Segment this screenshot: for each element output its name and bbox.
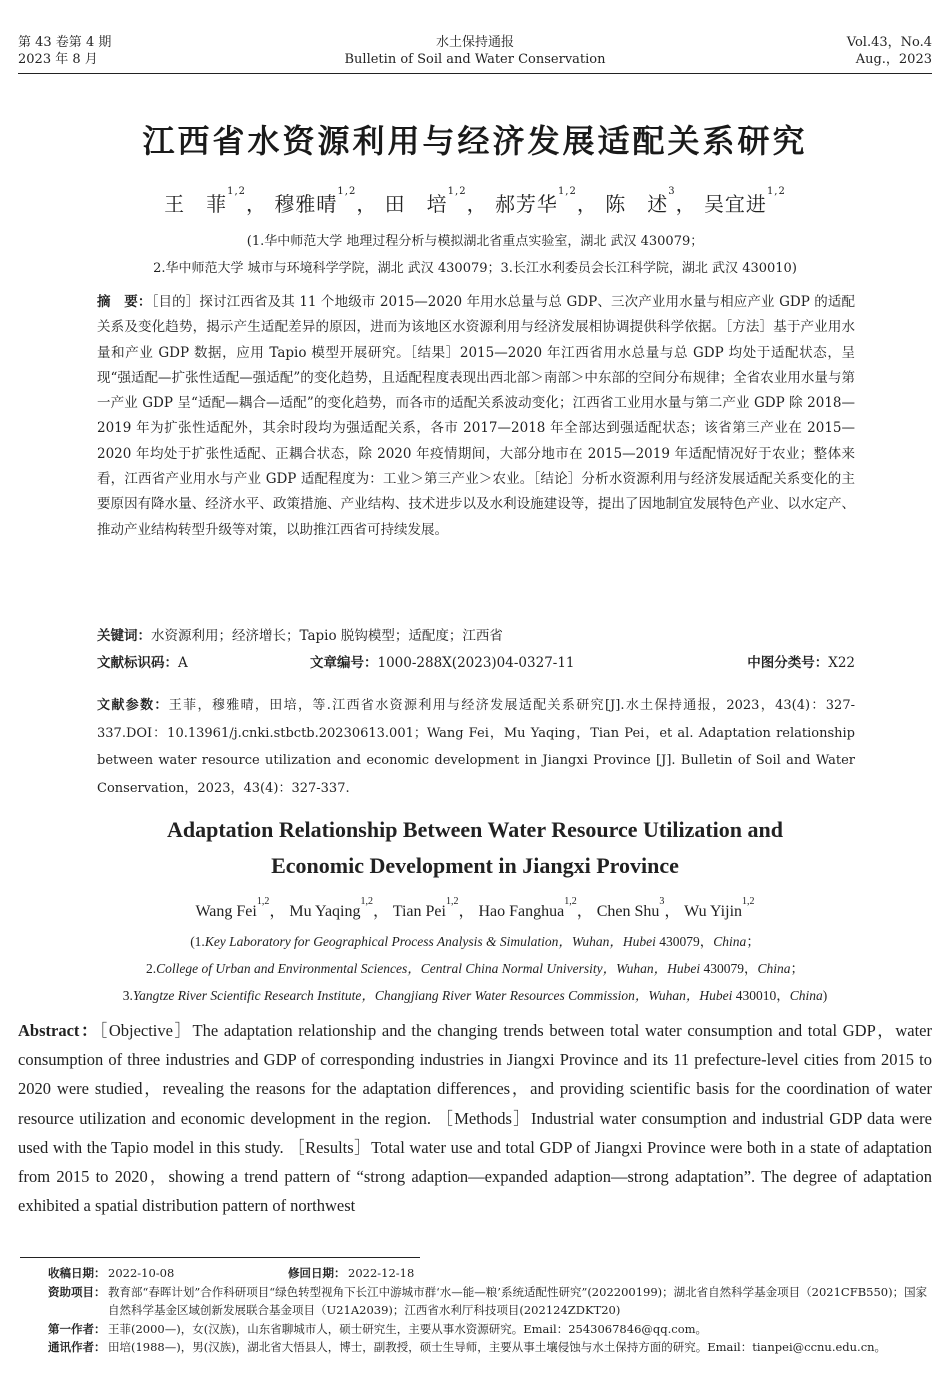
abstract-en — [18, 1016, 932, 1220]
footnotes — [48, 1264, 932, 1357]
volume-en: Vol.43，No.4 — [846, 35, 932, 50]
title-cn: 江西省水资源利用与经济发展适配关系研究 — [142, 122, 808, 160]
header-rule — [18, 73, 932, 74]
affiliation-en: 3.Yangtze River Scientific Research Institute，Changjiang River Water Resources Commission，Wuhan，Hubei 430010，China) — [122, 988, 828, 1003]
citation — [97, 692, 855, 802]
author-cn: 吴宜进$^{1,2}$ — [703, 186, 786, 216]
affiliation-cn: (1.华中师范大学 地理过程分析与模拟湖北省重点实验室，湖北 武汉 430079； — [246, 234, 704, 249]
date-en: Aug.，2023 — [855, 52, 932, 67]
clc-number: 中图分类号：X22 — [747, 655, 855, 671]
footnote-first-author: 第一作者： 王菲(2000—)，女(汉族)，山东省聊城市人，硕士研究生，主要从事水资源研究。Email：2543067846@qq.com。 — [48, 1321, 708, 1336]
affiliation-cn: 2.华中师范大学 城市与环境科学学院，湖北 武汉 430079；3.长江水利委员会长江科学院，湖北 武汉 430010) — [153, 261, 797, 276]
title-en-line: Adaptation Relationship Between Water Resource Utilization and — [166, 817, 783, 842]
journal-name-en: Bulletin of Soil and Water Conservation — [344, 52, 606, 67]
running-header — [18, 34, 932, 74]
journal-name-cn: 水土保持通报 — [435, 35, 514, 50]
issue-cn: 第 43 卷第 4 期 — [18, 35, 112, 50]
abstract-en-label: Abstract： — [18, 1021, 100, 1040]
author-cn: 穆雅晴$^{1,2}$， — [274, 186, 378, 216]
author-en: Tian Pei$^{1,2}$， — [392, 896, 475, 920]
affiliation-en: (1.Key Laboratory for Geographical Process Analysis & Simulation，Wuhan，Hubei 430079，China； — [190, 934, 760, 949]
document-identifiers — [97, 651, 855, 671]
author-cn: 田 培$^{1,2}$， — [384, 186, 488, 216]
doc-code: 文献标识码：A — [97, 655, 188, 671]
author-en: Hao Fanghua$^{1,2}$， — [478, 896, 593, 920]
citation-text: 王菲，穆雅晴，田培，等.江西省水资源利用与经济发展适配关系研究[J].水土保持通报，2023，43(4)：327-337.DOI：10.13961/j.cnki.stbctb.20230613.001；Wang Fei，Mu Yaqing，Tian Pei，et al. Adaptation relationship between water resource utilization and economic development in Jiangxi Province [J]. Bulletin of Soil and Water Conservation，2023，43(4)：327-337. — [97, 698, 855, 796]
header-center — [18, 34, 932, 68]
author-en: Chen Shu$^3$， — [596, 896, 681, 920]
author-en: Mu Yaqing$^{1,2}$， — [289, 896, 390, 920]
abstract-en-text: ［Objective］The adaptation relationship and the changing trends between total water consumption and total GDP，water consumption of three industries and GDP of corresponding industries in Jiangxi Province and its 11 prefecture-level cities from 2015 to 2020 were studied，revealing the reasons for the adaptation differences，and providing scientific basis for the coordination of water resource utilization and economic development in the region. ［Methods］Industrial water consumption and industrial GDP data were used with the Tapio model in this study. ［Results］Total water use and total GDP of Jiangxi Province were both in a state of adaptation from 2015 to 2020，showing a trend pattern of “strong adaption—expanded adaption—strong adaptation”. The degree of adaptation exhibited a spatial distribution pattern of northwest — [18, 1021, 933, 1216]
authors-en — [0, 898, 950, 921]
citation-label: 文献参数： — [97, 698, 169, 713]
author-en: Wu Yijin$^{1,2}$ — [684, 896, 755, 920]
author-en: Wang Fei$^{1,2}$， — [195, 896, 286, 920]
received-date: 2022-10-08 — [108, 1266, 175, 1280]
abstract-cn-text: ［目的］探讨江西省及其 11 个地级市 2015—2020 年用水总量与总 GDP、三次产业用水量与相应产业 GDP 的适配关系及变化趋势，揭示产生适配差异的原因，进而为该地区水资源利用与经济发展相协调提供科学依据。［方法］基于产业用水量和产业 GDP 数据，应用 Tapio 模型开展研究。［结果］2015—2020 年江西省用水总量与总 GDP 均处于适配状态，呈现“强适配—扩张性适配—强适配”的变化趋势，且适配程度表现出西北部＞南部＞中东部的空间分布规律；全省农业用水量与第一产业 GDP 呈“适配—耦合—适配”的变化趋势，而各市的适配关系波动变化；江西省工业用水量与第二产业 GDP 除 2018—2019 年为扩张性适配外，其余时段均为强适配关系，各市 2017—2018 年全部达到强适配状态；该省第三产业在 2015—2020 年均处于扩张性适配、正耦合状态，除 2020 年疫情期间，大部分地市在 2015—2019 年适配情况好于农业；整体来看，江西省产业用水与产业 GDP 适配程度为：工业＞第三产业＞农业。［结论］分析水资源利用与经济发展适配关系变化的主要原因有降水量、经济水平、政策措施、产业结构、技术进步以及水利设施建设等，提出了因地制宜发展特色产业、以水定产、推动产业结构转型升级等对策，以助推江西省可持续发展。 — [97, 294, 856, 538]
keywords-text: 水资源利用；经济增长；Tapio 脱钩模型；适配度；江西省 — [151, 628, 503, 644]
keywords-label: 关键词： — [97, 628, 151, 644]
author-cn: 郝芳华$^{1,2}$， — [494, 186, 598, 216]
author-cn: 王 菲$^{1,2}$， — [164, 186, 268, 216]
footnote-dates: 收稿日期： 2022-10-08 修回日期： 2022-12-18 — [48, 1264, 932, 1283]
article-number: 文章编号：1000-288X(2023)04-0327-11 — [310, 655, 575, 671]
footnote-corresponding-author: 通讯作者： 田培(1988—)，男(汉族)，湖北省大悟县人，博士，副教授，硕士生导师，主要从事土壤侵蚀与水土保持方面的研究。Email：tianpei@ccnu.edu.cn。 — [48, 1340, 887, 1355]
title-en — [0, 812, 950, 884]
authors-cn — [0, 188, 950, 217]
revised-date: 2022-12-18 — [348, 1266, 415, 1280]
date-cn: 2023 年 8 月 — [18, 52, 98, 67]
footnote-rule — [20, 1257, 420, 1258]
abstract-cn-label: 摘 要： — [97, 294, 152, 310]
author-cn: 陈 述$^3$， — [605, 186, 697, 216]
keywords — [97, 624, 855, 644]
title-en-line: Economic Development in Jiangxi Province — [271, 853, 679, 878]
affiliation-en: 2.College of Urban and Environmental Sciences，Central China Normal University，Wuhan，Hubei 430079，China； — [146, 961, 804, 976]
abstract-cn — [97, 290, 855, 543]
header-right — [847, 34, 932, 68]
footnote-funding: 资助项目： 教育部“春晖计划”合作科研项目“绿色转型视角下长江中游城市群‘水—能—粮’系统适配性研究”(202200199)；湖北省自然科学基金项目（2021CFB550)；国家自然科学基金区域创新发展联合基金项目（U21A2039)；江西省水利厅科技项目(202124ZDKT20) — [48, 1284, 928, 1318]
